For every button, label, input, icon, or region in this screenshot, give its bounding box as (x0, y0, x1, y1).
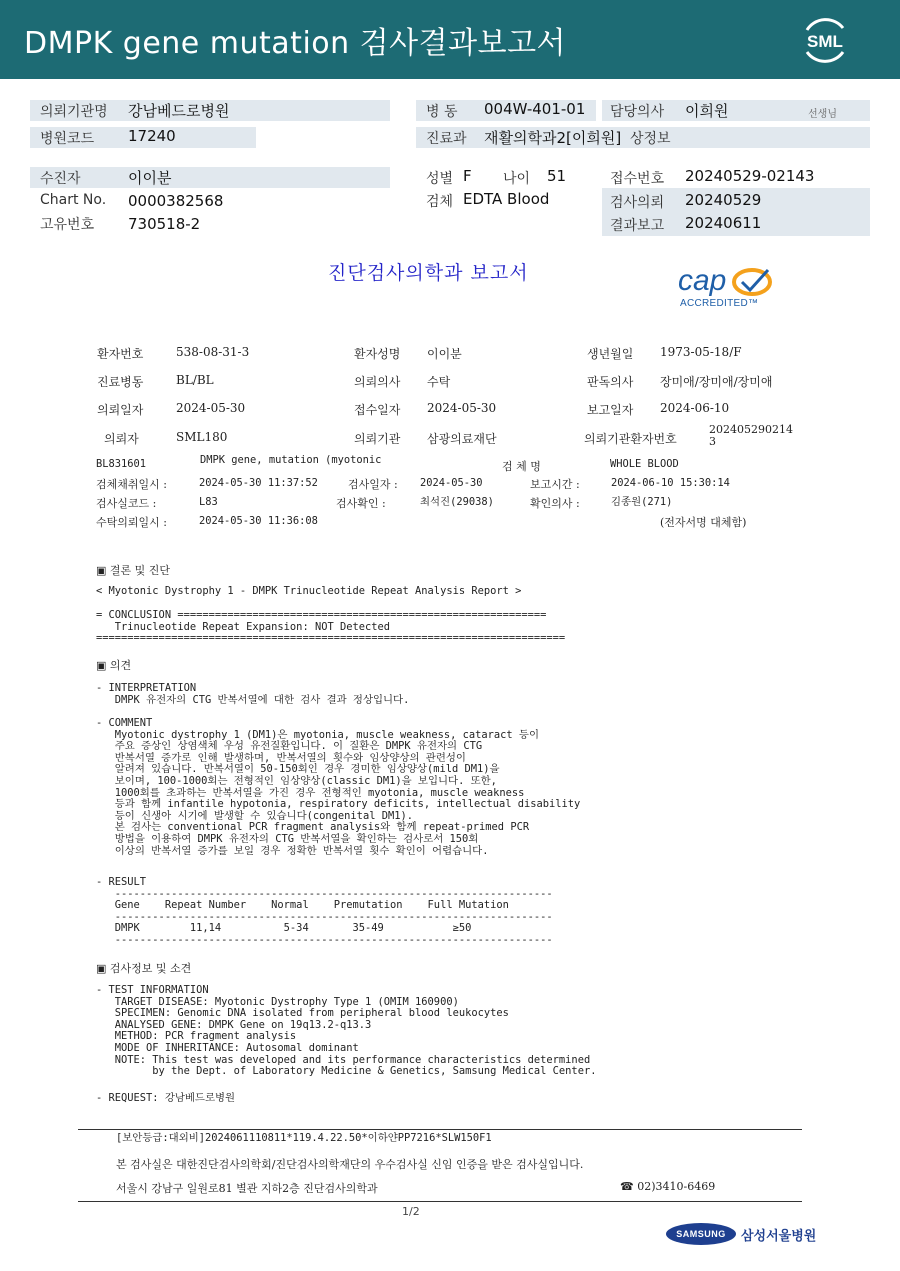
row2-value3: 장미애/장미애/장미애 (660, 375, 773, 389)
row4-label3: 의뢰기관환자번호 (584, 432, 677, 446)
sex-value: F (463, 167, 472, 185)
samsung-logo-pill: SAMSUNG (666, 1223, 736, 1245)
row3-value3: 2024-06-10 (660, 401, 730, 415)
row3-label1: 의뢰일자 (97, 403, 144, 417)
uid-label: 고유번호 (40, 217, 95, 233)
cap-logo-subtitle: ACCREDITED™ (680, 298, 759, 309)
doctor-suffix: 선생님 (808, 109, 837, 120)
row4-value2: 삼광의료재단 (427, 432, 497, 446)
tak-label: 수탁의뢰일시 : (96, 516, 167, 529)
patient-band (30, 167, 390, 188)
row4-value1: SML180 (176, 430, 228, 444)
dept-value: 재활의학과2[이희원] (484, 129, 622, 147)
receipt-value: 20240529-02143 (685, 167, 815, 185)
sex-label: 성별 (426, 171, 454, 187)
uid-value: 730518-2 (128, 215, 201, 233)
page-number: 1/2 (402, 1205, 420, 1218)
row3-label2: 접수일자 (354, 403, 401, 417)
test-name: DMPK gene, mutation (myotonic (200, 454, 382, 466)
confirm-value: 최석진(29038) (420, 496, 494, 508)
confirmdoc-value: 김종원(271) (611, 496, 673, 508)
room-value: L83 (199, 496, 218, 508)
row4-label1: 의뢰자 (104, 432, 139, 446)
row2-label1: 진료병동 (97, 375, 144, 389)
testdate-value: 2024-05-30 (420, 477, 483, 489)
esign-note: (전자서명 대체함) (660, 516, 747, 529)
specimen-name-value: WHOLE BLOOD (610, 458, 679, 470)
hospital-value: 강남베드로병원 (128, 102, 230, 120)
reporttime-label: 보고시간 : (530, 478, 580, 491)
report-date-label: 결과보고 (610, 218, 665, 234)
testinfo-heading: ▣ 검사정보 및 소견 (96, 962, 192, 975)
testinfo-block: - TEST INFORMATION TARGET DISEASE: Myotonic Dystrophy Type 1 (OMIM 160900) SPECIMEN: Genomic DNA isolated from peripheral blood leukocytes ANALYSED GENE: DMPK Gene on 19q13.2-q13.3 METHOD: PCR fragment analysis MODE OF INHERITANCE: Autosomal dominant NOTE: This test was developed and its performance characteristics determined by the Dept. of Laboratory Medicine & Genetics, Samsung Medical Center. (96, 984, 597, 1078)
ward-value: 004W-401-01 (484, 100, 586, 118)
report-subtitle: < Myotonic Dystrophy 1 - DMPK Trinucleotide Repeat Analysis Report > (96, 585, 522, 597)
conclusion-block: = CONCLUSION =========================================================== Trinucleotide Repeat Expansion: NOT Detected =========================================================================== (96, 609, 566, 645)
request-line: - REQUEST: 강남베드로병원 (96, 1092, 236, 1104)
lab-phone: ☎ 02)3410-6469 (620, 1180, 716, 1193)
report-header (0, 0, 900, 79)
row1-label1: 환자번호 (97, 347, 144, 361)
hospital-label: 의뢰기관명 (40, 104, 108, 120)
row3-value2: 2024-05-30 (427, 401, 497, 415)
ward-label: 병 동 (426, 104, 458, 120)
result-table: - RESULT ---------------------------------------------------------------------- Gene Repeat Number Normal Premutation Full Mutation ---------------------------------------------------------------------- DMPK 11,14 5-34 35-49 ≥50 ---------------------------------------------------------------------- (96, 876, 553, 946)
room-label: 검사실코드 : (96, 497, 157, 510)
tak-value: 2024-05-30 11:36:08 (199, 515, 318, 527)
request-date-value: 20240529 (685, 191, 762, 209)
code-value: 17240 (128, 127, 176, 145)
report-section-title: 진단검사의학과 보고서 (328, 262, 529, 284)
row1-value1: 538-08-31-3 (176, 345, 250, 359)
specimen-name-label: 검 체 명 (502, 460, 541, 473)
receipt-label: 접수번호 (610, 171, 665, 187)
sml-logo-text: SML (807, 32, 843, 51)
confirm-label: 검사확인 : (336, 497, 386, 510)
lab-address: 서울시 강남구 일원로81 별관 지하2층 진단검사의학과 (116, 1182, 378, 1195)
row4-value3-line2: 3 (709, 435, 716, 448)
row3-value1: 2024-05-30 (176, 401, 246, 415)
reporttime-value: 2024-06-10 15:30:14 (611, 477, 730, 489)
patient-label: 수진자 (40, 171, 81, 187)
specimen-value: EDTA Blood (463, 190, 550, 208)
samsung-hospital-logo-text: 삼성서울병원 (741, 1229, 817, 1244)
opinion-heading: ▣ 의견 (96, 659, 132, 672)
sml-logo (797, 14, 853, 66)
row3-label3: 보고일자 (587, 403, 634, 417)
request-date-label: 검사의뢰 (610, 195, 665, 211)
age-label: 나이 (503, 171, 531, 187)
footer-divider-bottom (78, 1201, 802, 1202)
age-value: 51 (547, 167, 567, 185)
footer-divider-top (78, 1129, 802, 1130)
confirmdoc-label: 확인의사 : (530, 497, 580, 510)
doctor-value: 이희원 (685, 102, 729, 120)
row2-value1: BL/BL (176, 373, 214, 387)
chart-value: 0000382568 (128, 192, 224, 210)
dept-label: 진료과 (426, 131, 467, 147)
row1-value3: 1973-05-18/F (660, 345, 742, 359)
code-label: 병원코드 (40, 131, 95, 147)
patient-value: 이이분 (128, 169, 172, 187)
collect-value: 2024-05-30 11:37:52 (199, 477, 318, 489)
row1-value2: 이이분 (427, 347, 462, 361)
testdate-label: 검사일자 : (348, 478, 398, 491)
cap-logo-text: cap (678, 264, 727, 297)
row1-label3: 생년월일 (587, 347, 634, 361)
row1-label2: 환자성명 (354, 347, 401, 361)
row2-label3: 판독의사 (587, 375, 634, 389)
conclusion-heading: ▣ 결론 및 진단 (96, 564, 171, 577)
chart-label: Chart No. (40, 192, 107, 208)
row2-value2: 수탁 (427, 375, 451, 389)
cap-accredited-logo (672, 264, 782, 314)
report-date-value: 20240611 (685, 214, 762, 232)
comment-block: - COMMENT Myotonic dystrophy 1 (DM1)은 myotonia, muscle weakness, cataract 등이 주요 증상인 상염색체 우성 유전질환입니다. 이 질환은 DMPK 유전자의 CTG 반복서열 증가로 인해 발생하며, 반복서열의 횟수와 임상양상의 관련성이 알려져 있습니다. 반복서열이 50-150회인 경우 경미한 임상양상(mild DM1)을 보이며, 100-1000회는 전형적인 임상양상(classic DM1)을 보입니다. 또한, 1000회를 초과하는 반복서열을 가진 경우 전형적인 myotonia, muscle weakness 등과 함께 infantile hypotonia, respiratory deficits, intellectual disability 등이 신생아 시기에 발생할 수 있습니다(congenital DM1). 본 검사는 conventional PCR fragment analysis와 함께 repeat-primed PCR 방법을 이용하여 DMPK 유전자의 CTG 반복서열을 확인하는 검사로서 150회 이상의 반복서열 증가를 보일 경우 정확한 반복서열 횟수 확인이 어렵습니다. (96, 717, 581, 857)
collect-label: 검체채취일시 : (96, 478, 167, 491)
report-title: DMPK gene mutation 검사결과보고서 (24, 26, 567, 61)
doctor-label: 담당의사 (610, 104, 665, 120)
row4-label2: 의뢰기관 (354, 432, 401, 446)
row4-value3-line1: 202405290214 (709, 423, 793, 436)
dept-overlap-text: 상정보 (630, 131, 671, 147)
row2-label2: 의뢰의사 (354, 375, 401, 389)
cap-checkmark-icon (728, 266, 776, 298)
certification-text: 본 검사실은 대한진단검사의학회/진단검사의학재단의 우수검사실 신임 인증을 받은 검사실입니다. (116, 1158, 584, 1171)
specimen-label: 검체 (426, 194, 454, 210)
interpretation-block: - INTERPRETATION DMPK 유전자의 CTG 반복서열에 대한 검사 결과 정상입니다. (96, 682, 410, 706)
security-line: [보안등급:대외비]2024061110811*119.4.22.50*이하얀PP7216*SLW150F1 (116, 1132, 492, 1144)
test-code: BL831601 (96, 458, 147, 470)
